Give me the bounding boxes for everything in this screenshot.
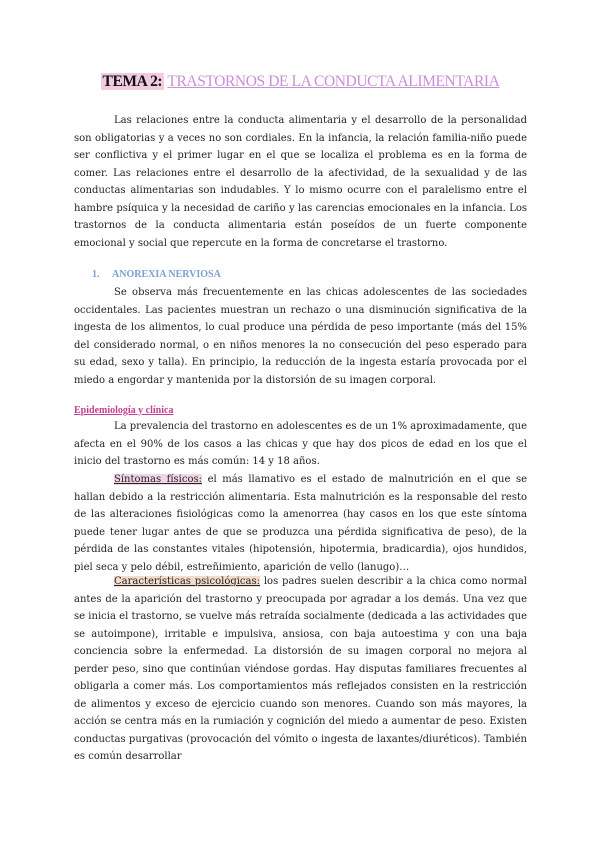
- psychological-text: los padres suelen describir a la chica como normal antes de la aparición del trastorno y preocupada por agradar a los demás. Una vez que se inicia el trastorno, se vuelve más retraída socialmente (dedicada a las actividades que se autoimpone), irritable e impulsiva, ansiosa, con baja autoestima y con una baja conciencia sobre la enfermedad. La distorsión de su imagen corporal no mejora al perder peso, sino que continúan viéndose gordas. Hay disputas familiares frecuentes al obligarla a comer más. Los comportamientos más reflejados consisten en la restricción de alimentos y exceso de ejercicio cuando son menores. Cuando son más mayores, la acción se centra más en la rumiación y cognición del miedo a aumentar de peso. Existen conductas purgativas (provocación del vómito o ingesta de laxantes/diuréticos). También es común desarrollar: [74, 576, 527, 762]
- psychological-label: Características psicológicas:: [114, 576, 260, 587]
- subheading-epidemiology: Epidemiología y clínica: [74, 405, 174, 416]
- anorexia-paragraph: Se observa más frecuentemente en las chicas adolescentes de las sociedades occidentales. Las pacientes muestran un rechazo o una disminución significativa de la ingesta de los alimentos, lo cual produce una pérdida de peso importante (más del 15% del considerado normal, o en niños menores la no consecución del peso esperado para su edad, sexo y talla). En principio, la reducción de la ingesta estaría provocada por el miedo a engordar y mantenida por la distorsión de su imagen corporal.: [74, 287, 527, 386]
- section-number: 1.: [92, 269, 100, 280]
- page-title: [0, 73, 600, 91]
- title-label: TEMA 2:: [102, 73, 163, 90]
- section-heading-anorexia: [74, 267, 527, 283]
- prevalence-paragraph: La prevalencia del trastorno en adolescentes es de un 1% aproximadamente, que afecta en el 90% de los casos a las chicas y que hay dos picos de edad en los que el inicio del trastorno es más común: 14 y 18 años.: [74, 421, 527, 467]
- physical-symptoms-label: Síntomas físicos:: [114, 474, 203, 485]
- physical-symptoms-text: el más llamativo es el estado de malnutrición en el que se hallan debido a la restricción alimentaria. Esta malnutrición es la responsable del resto de las alteraciones fisiológicas como la amenorrea (hay casos en los que este síntoma puede tener lugar antes de que se produzca una pérdida significativa de peso), de la pérdida de las constantes vitales (hipotensión, hipotermia, bradicardia), ojos hundidos, piel seca y pelo débil, estreñimiento, aparición de vello (lanugo)…: [74, 474, 528, 573]
- intro-paragraph: Las relaciones entre la conducta alimentaria y el desarrollo de la personalidad son obligatorias y a veces no son cordiales. En la infancia, la relación familia-niño puede ser conflictiva y el primer lugar en el que se localiza el problema es en la forma de comer. Las relaciones entre el desarrollo de la afectividad, de la sexualidad y de las conductas alimentarias son indudables. Y lo mismo ocurre con el paralelismo entre el hambre psíquica y la necesidad de cariño y las carencias emocionales en la infancia. Los trastornos de la conducta alimentaria están poseídos de un fuerte componente emocional y social que repercute en la forma de concretarse el trastorno.: [74, 115, 527, 249]
- physical-symptoms-paragraph: [74, 471, 527, 576]
- psychological-paragraph: [74, 573, 527, 766]
- title-text: TRASTORNOS DE LA CONDUCTA ALIMENTARIA: [167, 73, 500, 90]
- section-title: ANOREXIA NERVIOSA: [112, 269, 221, 280]
